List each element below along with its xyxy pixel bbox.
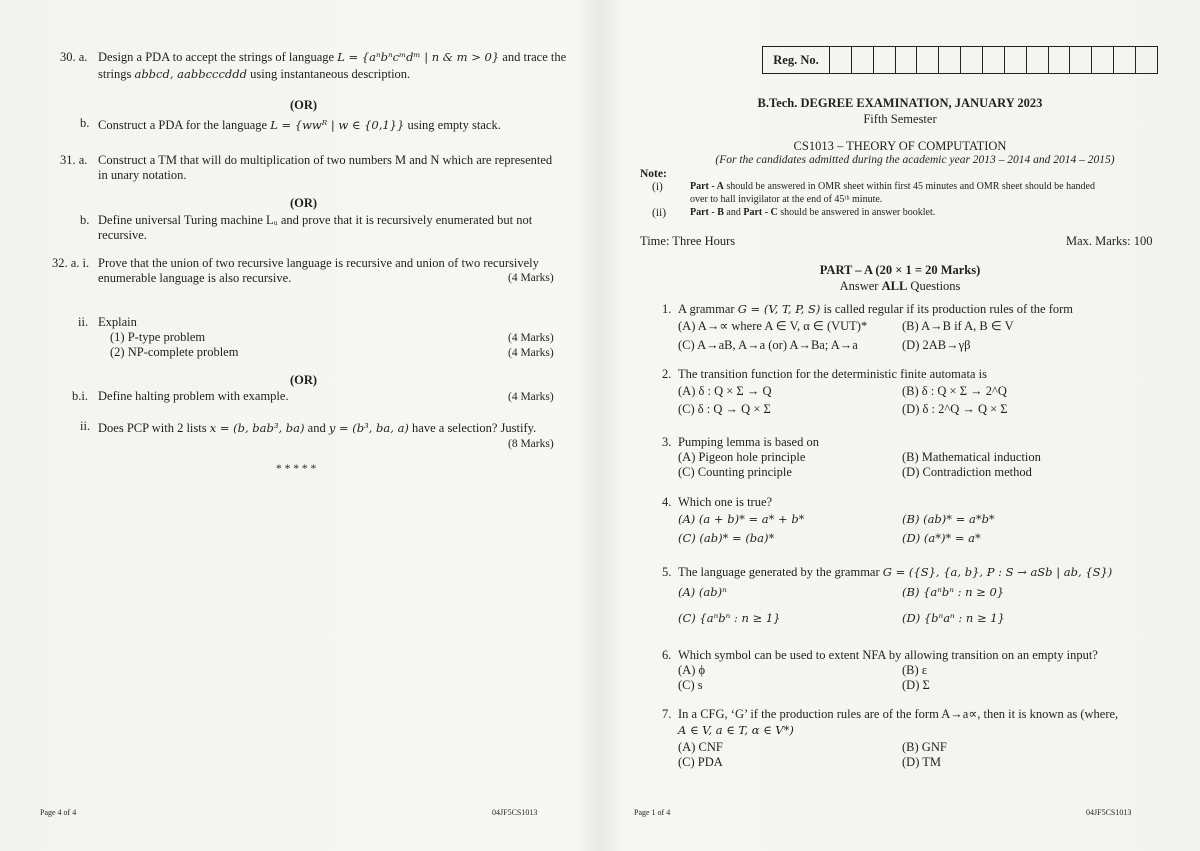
q5-number: 5. [662, 565, 672, 579]
answer-all-post: Questions [910, 279, 961, 293]
reg-cell [830, 47, 852, 73]
q5-stem-math: G = ({S}, {a, b}, P : S → aSb | ab, {S}) [882, 565, 1113, 579]
q2-option-d: (D) δ : 2^Q → Q × Σ [902, 402, 1008, 416]
q32ai-line2: enumerable language is also recursive. [98, 271, 292, 285]
right-page [600, 0, 1200, 851]
q4-number: 4. [662, 495, 672, 509]
reg-no-label: Reg. No. [763, 47, 830, 73]
note2-number: (ii) [652, 207, 667, 219]
q3-option-a: (A) Pigeon hole principle [678, 450, 806, 464]
reg-cell [1049, 47, 1071, 73]
reg-cell [1114, 47, 1136, 73]
q4-stem: Which one is true? [678, 495, 773, 509]
q6-stem: Which symbol can be used to extent NFA by allowing transition on an empty input? [678, 648, 1098, 662]
or-divider-3: (OR) [290, 373, 318, 387]
q32bii-tail: have a selection? Justify. [412, 421, 537, 435]
q32bii-lead: Does PCP with 2 lists [98, 421, 207, 435]
semester: Fifth Semester [863, 112, 937, 126]
note1-line2: over to hall invigilator at the end of 45ᵗʰ minute. [690, 194, 883, 205]
q32aii-item1: (1) P-type problem [110, 330, 206, 344]
q1-stem-math: G = (V, T, P, S) [737, 302, 821, 316]
reg-cell [917, 47, 939, 73]
q3-option-d: (D) Contradiction method [902, 465, 1032, 479]
note1-text: should be answered in OMR sheet within first 45 minutes and OMR sheet should be handed [726, 181, 1095, 192]
note2-and: and [726, 207, 741, 218]
q32bii-and: and [307, 421, 326, 435]
q31a-line2: in unary notation. [98, 168, 187, 182]
q4-option-d: (D) (a*)* = a* [902, 531, 981, 545]
q32bii-list-y: y = (b³, ba, a) [328, 421, 409, 435]
reg-cell [961, 47, 983, 73]
q30b-math: L = {wwᴿ | w ∈ {0,1}} [270, 118, 405, 132]
q1-stem [678, 301, 1073, 317]
answer-all [600, 278, 1200, 294]
q5-stem [678, 564, 1112, 580]
q6-number: 6. [662, 648, 672, 662]
q5-option-b: (B) {aⁿbⁿ : n ≥ 0} [902, 585, 1005, 599]
answer-all-bold: ALL [881, 279, 908, 293]
q1-number: 1. [662, 302, 672, 316]
time-allowed: Time: Three Hours [640, 234, 736, 248]
q32aii-marks1: (4 Marks) [508, 332, 554, 344]
note2-part-c: Part - C [743, 207, 778, 218]
q7-stem-line2: A ∈ V, a ∈ T, α ∈ V*) [678, 723, 794, 737]
q7-option-b: (B) GNF [902, 740, 947, 754]
footer-page-number: Page 4 of 4 [40, 808, 77, 817]
q2-option-c: (C) δ : Q → Q × Σ [678, 402, 771, 416]
q30a-line2a: strings [98, 67, 132, 81]
q32ai-marks: (4 Marks) [508, 272, 554, 284]
registration-number-box [762, 46, 1158, 74]
footer-code: 04JF5CS1013 [492, 808, 538, 817]
q3-stem: Pumping lemma is based on [678, 435, 819, 449]
answer-all-pre: Answer [839, 279, 879, 293]
q30b-line: Construct a PDA for the language [98, 118, 268, 132]
q30a-number: 30. a. [60, 50, 88, 64]
q31b-line1: Define universal Turing machine Lᵤ and prove that it is recursively enumerated but not [98, 213, 533, 227]
q2-option-b: (B) δ : Q × Σ → 2^Q [902, 384, 1007, 398]
q32aii-marks2: (4 Marks) [508, 347, 554, 359]
note-label: Note: [640, 168, 667, 180]
q30a-tail: and trace the [502, 50, 567, 64]
footer-code: 04JF5CS1013 [1086, 808, 1132, 817]
q30a-math: L = {aⁿbⁿcᵐdᵐ | n & m > 0} [337, 50, 500, 64]
q32bi-text: Define halting problem with example. [98, 389, 289, 403]
q4-option-c: (C) (ab)* = (ba)* [678, 531, 775, 545]
q30a-line1: Design a PDA to accept the strings of language [98, 50, 335, 64]
q2-number: 2. [662, 367, 672, 381]
note1-part-a: Part - A [690, 181, 724, 192]
q7-number: 7. [662, 707, 672, 721]
q30b-tail: using empty stack. [407, 118, 501, 132]
q32bii-marks: (8 Marks) [508, 438, 554, 450]
note1-line1 [690, 180, 1095, 193]
q7-option-a: (A) CNF [678, 740, 723, 754]
q31a-number: 31. a. [60, 153, 88, 167]
q30a-line2b: using instantaneous description. [250, 67, 411, 81]
q3-option-c: (C) Counting principle [678, 465, 792, 479]
q2-stem: The transition function for the deterministic finite automata is [678, 367, 987, 381]
q5-option-d: (D) {bⁿaⁿ : n ≥ 1} [902, 611, 1005, 625]
candidates-note: (For the candidates admitted during the academic year 2013 – 2014 and 2014 – 2015) [715, 154, 1115, 166]
q1-option-c: (C) A→aB, A→a (or) A→Ba; A→a [678, 338, 858, 352]
q6-option-b: (B) ε [902, 663, 928, 677]
q32bii-number: ii. [80, 419, 91, 433]
q32bii-text [98, 420, 536, 436]
q30a-strings: abbcd, aabbcccddd [134, 67, 248, 81]
q7-stem: In a CFG, ‘G’ if the production rules are of the form A→a∝, then it is known as (where, [678, 707, 1119, 721]
reg-cell [1070, 47, 1092, 73]
q30a-text [98, 49, 566, 65]
q7-option-c: (C) PDA [678, 755, 723, 769]
reg-cell [1005, 47, 1027, 73]
q30b-number: b. [80, 116, 90, 130]
q32ai-line1: Prove that the union of two recursive language is recursive and union of two recursively [98, 256, 539, 270]
q30a-line2 [98, 66, 410, 82]
end-stars: * * * * * [276, 463, 317, 475]
q5-stem-a: The language generated by the grammar [678, 565, 880, 579]
q6-option-a: (A) ϕ [678, 663, 706, 677]
note2-line [690, 206, 935, 219]
exam-title: B.Tech. DEGREE EXAMINATION, JANUARY 2023 [757, 96, 1043, 110]
q6-option-c: (C) s [678, 678, 703, 692]
q4-option-b: (B) (ab)* = a*b* [902, 512, 995, 526]
q31b-number: b. [80, 213, 90, 227]
q1-stem-b: is called regular if its production rules of the form [823, 302, 1074, 316]
q30b-text [98, 117, 501, 133]
reg-cell [896, 47, 918, 73]
q1-option-d: (D) 2AB→γβ [902, 338, 971, 352]
q32ai-number: 32. a. i. [52, 256, 90, 270]
q32bi-marks: (4 Marks) [508, 391, 554, 403]
or-divider-1: (OR) [290, 98, 318, 112]
footer-page-number: Page 1 of 4 [634, 808, 671, 817]
course-title: CS1013 – THEORY OF COMPUTATION [793, 139, 1007, 153]
q1-stem-a: A grammar [678, 302, 735, 316]
reg-cell [1027, 47, 1049, 73]
q5-option-c: (C) {aⁿbⁿ : n ≥ 1} [678, 611, 781, 625]
q5-option-a: (A) (ab)ⁿ [678, 585, 727, 599]
q32aii-title: Explain [98, 315, 137, 329]
or-divider-2: (OR) [290, 196, 318, 210]
q32aii-item2: (2) NP-complete problem [110, 345, 239, 359]
q2-option-a: (A) δ : Q × Σ → Q [678, 384, 772, 398]
q32aii-number: ii. [78, 315, 89, 329]
q3-option-b: (B) Mathematical induction [902, 450, 1041, 464]
q1-option-b: (B) A→B if A, B ∈ V [902, 319, 1014, 333]
q4-option-a: (A) (a + b)* = a* + b* [678, 512, 805, 526]
note1-number: (i) [652, 181, 663, 193]
q31b-line2: recursive. [98, 228, 147, 242]
part-a-heading: PART – A (20 × 1 = 20 Marks) [819, 263, 981, 277]
q32bi-number: b.i. [72, 389, 88, 403]
q31a-line1: Construct a TM that will do multiplication of two numbers M and N which are represented [98, 153, 553, 167]
note2-part-b: Part - B [690, 207, 724, 218]
reg-cell [852, 47, 874, 73]
reg-cell [1136, 47, 1157, 73]
reg-cell [1092, 47, 1114, 73]
q1-option-a: (A) A→∝ where A ∈ V, α ∈ (VUT)* [678, 319, 868, 333]
q6-option-d: (D) Σ [902, 678, 930, 692]
q32bii-list-x: x = (b, bab³, ba) [209, 421, 305, 435]
max-marks: Max. Marks: 100 [1066, 234, 1153, 248]
q3-number: 3. [662, 435, 672, 449]
reg-cell [983, 47, 1005, 73]
reg-cell [874, 47, 896, 73]
reg-cell [939, 47, 961, 73]
q7-option-d: (D) TM [902, 755, 942, 769]
note2-text: should be answered in answer booklet. [780, 207, 936, 218]
